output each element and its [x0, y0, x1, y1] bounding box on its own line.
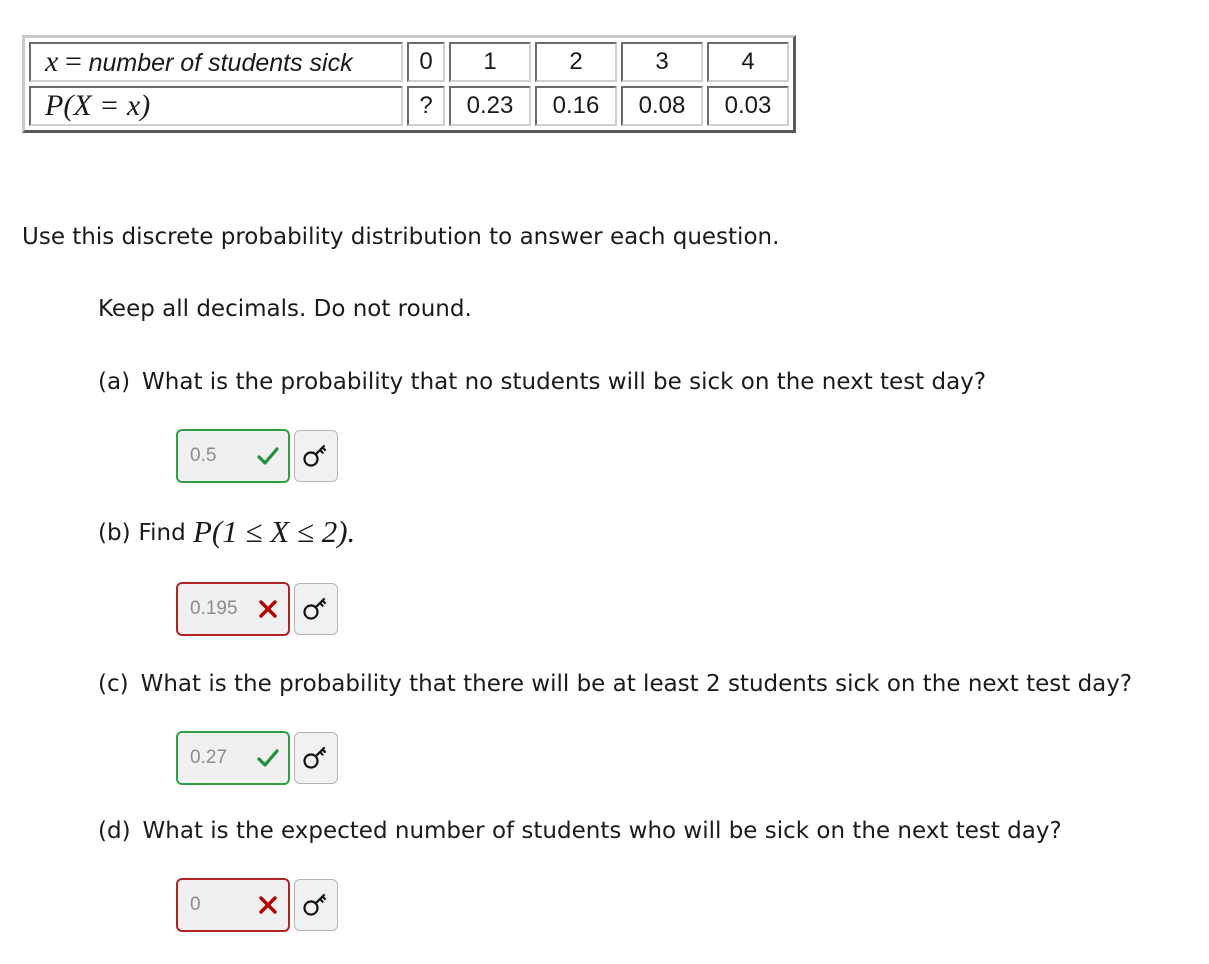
answer-value: 0.5 — [190, 445, 217, 466]
question-prefix: (d) — [98, 818, 131, 844]
probability-cell: 0.08 — [621, 86, 703, 126]
question-text: What is the probability that there will be at least 2 students sick on the next test day? — [140, 671, 1133, 697]
x-value-cell: 4 — [707, 42, 789, 82]
row-label-probability — [29, 86, 403, 126]
variable-x: x — [45, 45, 59, 78]
x-mark-icon — [256, 893, 280, 917]
answer-row-d — [176, 876, 338, 934]
probability-cell: 0.16 — [535, 86, 617, 126]
instruction-text: Use this discrete probability distribution to answer each question. — [22, 224, 780, 250]
table-row-x-values — [29, 42, 789, 82]
answer-row-b — [176, 580, 338, 638]
probability-expression: P(1 ≤ X ≤ 2). — [192, 514, 356, 549]
checkmark-icon — [256, 746, 280, 770]
distribution-table — [22, 35, 796, 133]
row-label-x — [29, 42, 403, 82]
question-text: What is the expected number of students who will be sick on the next test day? — [142, 818, 1062, 844]
probability-label: P(X = x) — [45, 89, 151, 122]
question-text: What is the probability that no students will be sick on the next test day? — [142, 369, 987, 395]
key-icon — [301, 441, 331, 471]
answer-input-a[interactable] — [176, 429, 290, 483]
answer-row-a — [176, 427, 338, 485]
question-prefix: (c) — [98, 671, 129, 697]
question-b — [98, 512, 355, 548]
row-label-text: number of students sick — [88, 49, 353, 77]
rounding-note: Keep all decimals. Do not round. — [98, 296, 472, 322]
key-button-d[interactable] — [294, 879, 338, 931]
x-value-cell: 2 — [535, 42, 617, 82]
x-value-cell: 3 — [621, 42, 703, 82]
key-button-b[interactable] — [294, 583, 338, 635]
key-button-c[interactable] — [294, 732, 338, 784]
question-c — [98, 671, 1132, 697]
answer-input-b[interactable] — [176, 582, 290, 636]
equals-sign: = — [65, 45, 82, 78]
probability-cell: 0.23 — [449, 86, 531, 126]
key-icon — [301, 594, 331, 624]
key-button-a[interactable] — [294, 430, 338, 482]
question-text: Find — [138, 520, 186, 546]
checkmark-icon — [256, 444, 280, 468]
probability-cell: 0.03 — [707, 86, 789, 126]
table-row-probabilities — [29, 86, 789, 126]
x-value-cell: 1 — [449, 42, 531, 82]
x-value-cell: 0 — [407, 42, 445, 82]
answer-input-d[interactable] — [176, 878, 290, 932]
key-icon — [301, 890, 331, 920]
answer-value: 0 — [190, 894, 201, 915]
x-mark-icon — [256, 597, 280, 621]
key-icon — [301, 743, 331, 773]
answer-value: 0.27 — [190, 747, 227, 768]
question-d — [98, 818, 1062, 844]
question-prefix: (b) — [98, 520, 131, 546]
probability-cell: ? — [407, 86, 445, 126]
answer-value: 0.195 — [190, 598, 238, 619]
answer-input-c[interactable] — [176, 731, 290, 785]
question-a — [98, 369, 986, 395]
answer-row-c — [176, 729, 338, 787]
question-prefix: (a) — [98, 369, 131, 395]
